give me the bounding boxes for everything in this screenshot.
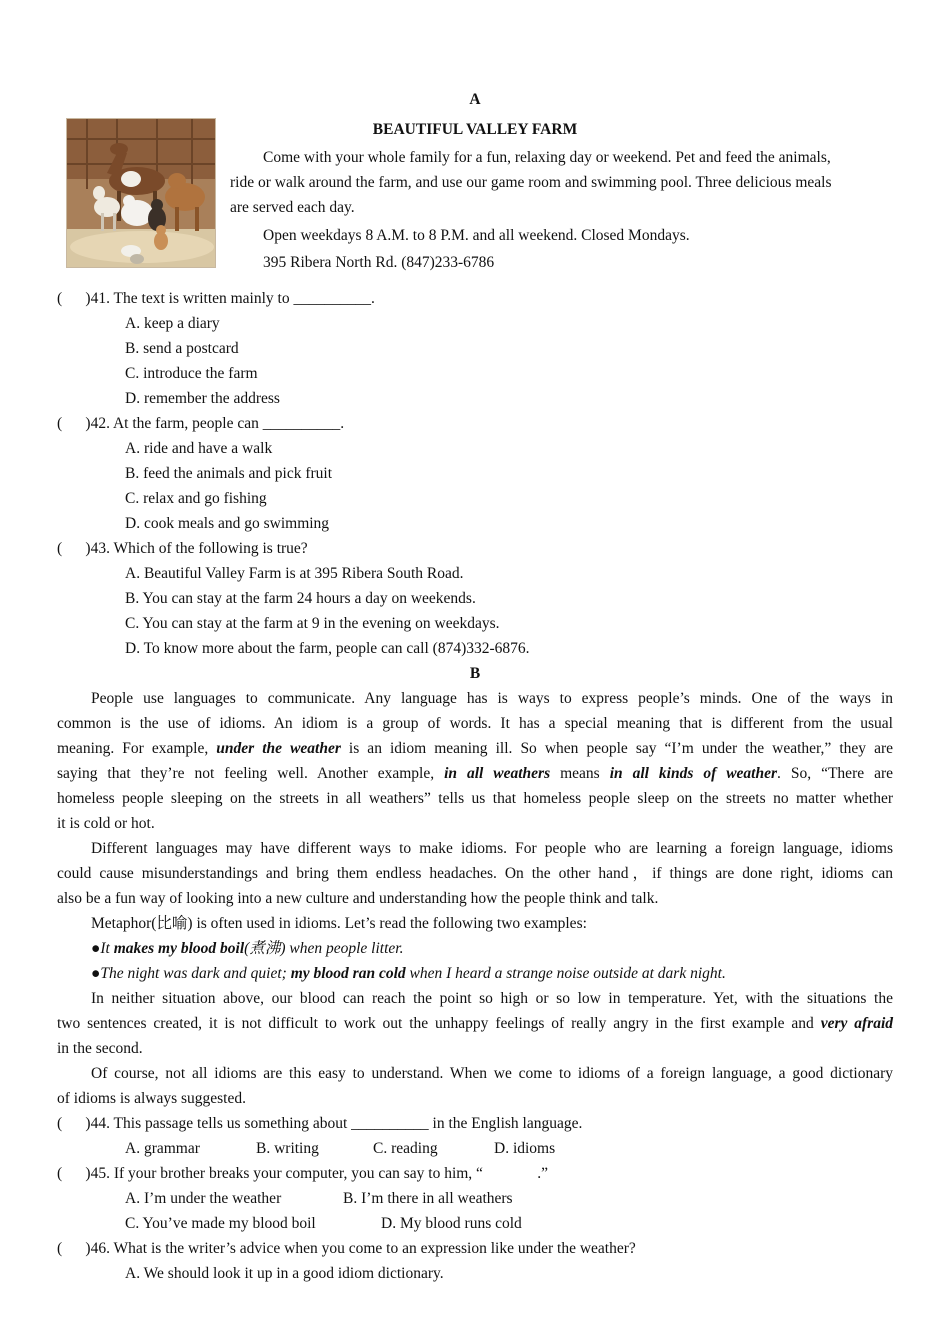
question-42-option: B. feed the animals and pick fruit: [125, 465, 333, 482]
passage-line: homeless people sleeping on the streets in all weathers” tells us that homeless people sleep on the streets no matter whether: [57, 790, 893, 807]
question-44-option: D. idioms: [494, 1140, 556, 1157]
passage-line: meaning. For example, under the weather is an idiom meaning ill. So when people say “I’m under the weather,” they are: [57, 740, 894, 757]
question-42-option: A. ride and have a walk: [125, 440, 273, 457]
question-42-option: D. cook meals and go swimming: [125, 515, 330, 532]
passage-line: of idioms is always suggested.: [57, 1090, 246, 1107]
question-45-option: B. I’m there in all weathers: [343, 1190, 513, 1207]
question-43-option: B. You can stay at the farm 24 hours a day on weekends.: [125, 590, 476, 607]
idiom-in-all-weathers: in all weathers: [444, 765, 551, 782]
bullet-icon: ●: [91, 965, 101, 982]
question-45-option: A. I’m under the weather: [125, 1190, 282, 1207]
passage-line: also be a fun way of looking into a new culture and understanding how the people think and talk.: [57, 890, 659, 907]
question-46-stem: ( )46. What is the writer’s advice when you come to an expression like under the weather?: [57, 1240, 636, 1257]
ad-text-line: Come with your whole family for a fun, relaxing day or weekend. Pet and feed the animals,: [263, 149, 831, 166]
ad-title: BEAUTIFUL VALLEY FARM: [372, 121, 578, 138]
question-41-option: B. send a postcard: [125, 340, 239, 357]
question-46-option: A. We should look it up in a good idiom dictionary.: [125, 1265, 444, 1282]
question-43-option: D. To know more about the farm, people can call (874)332-6876.: [125, 640, 530, 657]
passage-line: it is cold or hot.: [57, 815, 155, 832]
example-2: ●The night was dark and quiet; my blood ran cold when I heard a strange noise outside at dark night.: [91, 965, 726, 982]
question-44-stem: ( )44. This passage tells us something about __________ in the English language.: [57, 1115, 583, 1132]
idiom-under-the-weather: under the weather: [216, 740, 341, 757]
question-44-option: C. reading: [373, 1140, 438, 1157]
question-45-option: D. My blood runs cold: [381, 1215, 522, 1232]
section-b-letter: B: [469, 665, 481, 682]
idiom-meaning: in all kinds of weather: [609, 765, 778, 782]
farm-animals-photo: [66, 118, 216, 268]
ad-hours: Open weekdays 8 A.M. to 8 P.M. and all weekend. Closed Mondays.: [263, 227, 690, 244]
example-1: ●It makes my blood boil(煮沸) when people litter.: [91, 940, 404, 957]
ad-text-line: are served each day.: [230, 199, 355, 216]
question-41-option: A. keep a diary: [125, 315, 220, 332]
passage-line: Different languages may have different ways to make idioms. For people who are learning a foreign language, idioms: [91, 840, 893, 857]
passage-line: In neither situation above, our blood can reach the point so high or so low in temperature. Yet, with the situations the: [91, 990, 893, 1007]
question-43-stem: ( )43. Which of the following is true?: [57, 540, 308, 557]
passage-line: Metaphor(比喻) is often used in idioms. Let’s read the following two examples:: [91, 915, 587, 932]
passage-line: People use languages to communicate. Any language has is ways to express people’s minds. One of the ways in: [91, 690, 893, 707]
question-42-stem: ( )42. At the farm, people can __________.: [57, 415, 345, 432]
question-42-option: C. relax and go fishing: [125, 490, 267, 507]
passage-line: saying that they’re not feeling well. Another example, in all weathers means in all kinds of weather. So, “There are: [57, 765, 893, 782]
passage-line: could cause misunderstandings and bring them endless headaches. On the other hand，if things are done right, idioms can: [57, 865, 893, 882]
question-45-stem: ( )45. If your brother breaks your computer, you can say to him, “ .”: [57, 1165, 548, 1182]
question-43-option: C. You can stay at the farm at 9 in the evening on weekdays.: [125, 615, 500, 632]
passage-line: Of course, not all idioms are this easy to understand. When we come to idioms of a foreign language, a good dictionary: [91, 1065, 893, 1082]
question-45-option: C. You’ve made my blood boil: [125, 1215, 316, 1232]
bullet-icon: ●: [91, 940, 101, 957]
passage-line: in the second.: [57, 1040, 143, 1057]
question-44-option: B. writing: [256, 1140, 319, 1157]
question-41-option: C. introduce the farm: [125, 365, 258, 382]
section-a-letter: A: [469, 91, 481, 108]
question-44-option: A. grammar: [125, 1140, 200, 1157]
passage-line: two sentences created, it is not difficult to work out the unhappy feelings of really angry in the first example and very afraid: [57, 1015, 893, 1032]
ad-text-line: ride or walk around the farm, and use our game room and swimming pool. Three delicious meals: [230, 174, 832, 191]
question-43-option: A. Beautiful Valley Farm is at 395 Ribera South Road.: [125, 565, 464, 582]
farm-animals-illustration: [67, 119, 216, 268]
question-41-option: D. remember the address: [125, 390, 280, 407]
passage-line: common is the use of idioms. An idiom is a group of words. It has a special meaning that is different from the usual: [57, 715, 893, 732]
question-41-stem: ( )41. The text is written mainly to __________.: [57, 290, 375, 307]
ad-address: 395 Ribera North Rd. (847)233-6786: [263, 254, 495, 271]
